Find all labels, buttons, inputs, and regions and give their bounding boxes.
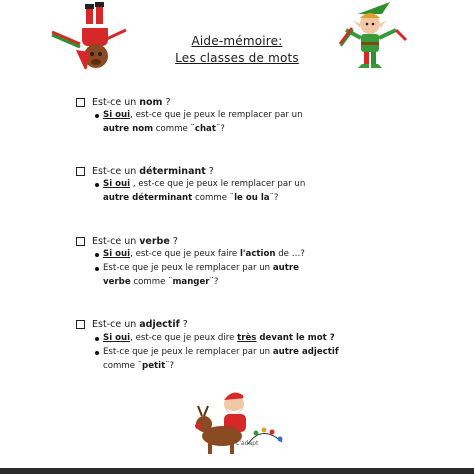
question-determinant xyxy=(76,166,214,177)
santa-riding-reindeer-icon xyxy=(190,384,290,462)
bullet-text: Si oui xyxy=(103,333,131,343)
question-suffix: ? xyxy=(172,236,178,247)
bullet-text: l'action xyxy=(239,249,276,259)
question-verbe xyxy=(76,236,178,247)
bullet-text: autre nom xyxy=(103,123,154,134)
question-keyword: verbe xyxy=(139,236,170,247)
bullet-text: , est-ce que je peux le remplacer par un xyxy=(130,179,306,189)
bullet-text: comme ¨ xyxy=(103,360,143,371)
bullet-text: ¨? xyxy=(215,123,225,134)
bottom-logo-text: L'adapt xyxy=(236,440,259,447)
bullet-text: de …? xyxy=(275,249,305,259)
question-nom xyxy=(76,97,170,108)
bullet-text: ¨? xyxy=(209,276,219,287)
checkbox-verbe[interactable] xyxy=(76,237,85,246)
question-prefix: Est-ce un xyxy=(92,166,137,177)
question-suffix: ? xyxy=(165,97,171,108)
bullet-determinant-1 xyxy=(103,178,403,205)
bullet-text: , est-ce que je peux faire xyxy=(130,249,240,259)
bullet-text: le ou la xyxy=(234,192,270,203)
bullet-text: Est-ce que je peux le remplacer par un xyxy=(103,263,273,273)
question-keyword: déterminant xyxy=(139,166,206,177)
bullet-text: , est-ce que je peux dire xyxy=(130,333,238,343)
checkbox-adjectif[interactable] xyxy=(76,320,85,329)
bullet-text: autre déterminant xyxy=(103,192,193,203)
bullet-text: chat xyxy=(194,123,216,134)
question-adjectif xyxy=(76,319,188,330)
question-prefix: Est-ce un xyxy=(92,319,137,330)
question-suffix: ? xyxy=(182,319,188,330)
bullet-text: très xyxy=(237,333,257,343)
bullet-text: autre adjectif xyxy=(272,347,339,357)
bullet-text: Si oui xyxy=(103,249,131,259)
bullet-nom-1 xyxy=(103,109,403,136)
bullet-text: petit xyxy=(142,360,166,371)
bullet-text: comme ¨ xyxy=(192,192,235,203)
page-bottom-edge xyxy=(0,468,474,474)
bullet-text: Si oui xyxy=(103,110,131,120)
bullet-verbe-2 xyxy=(103,262,403,289)
bullet-text: Si oui xyxy=(103,179,131,189)
bullet-verbe-1 xyxy=(103,248,403,262)
checkbox-determinant[interactable] xyxy=(76,167,85,176)
question-prefix: Est-ce un xyxy=(92,236,137,247)
bullet-text: comme ¨ xyxy=(153,123,195,134)
bullet-text: Est-ce que je peux le remplacer par un xyxy=(103,347,273,357)
question-suffix: ? xyxy=(208,166,214,177)
bullet-text: ¨? xyxy=(165,360,175,371)
bullet-text: ¨? xyxy=(269,192,279,203)
page-title: Aide-mémoire: xyxy=(191,34,283,48)
bullet-text: autre xyxy=(272,263,299,273)
bullet-text: , est-ce que je peux le remplacer par un xyxy=(130,110,303,120)
page-subtitle: Les classes de mots xyxy=(175,51,299,65)
bullet-text: devant le mot ? xyxy=(256,333,335,343)
bullet-text: verbe xyxy=(103,276,131,287)
bullet-adjectif-1 xyxy=(103,332,403,346)
question-prefix: Est-ce un xyxy=(92,97,137,108)
question-keyword: adjectif xyxy=(139,319,180,330)
bullet-text: comme ¨ xyxy=(130,276,173,287)
bullet-text: manger xyxy=(172,276,210,287)
bullet-adjectif-2 xyxy=(103,346,403,373)
checkbox-nom[interactable] xyxy=(76,98,85,107)
question-keyword: nom xyxy=(139,97,163,108)
